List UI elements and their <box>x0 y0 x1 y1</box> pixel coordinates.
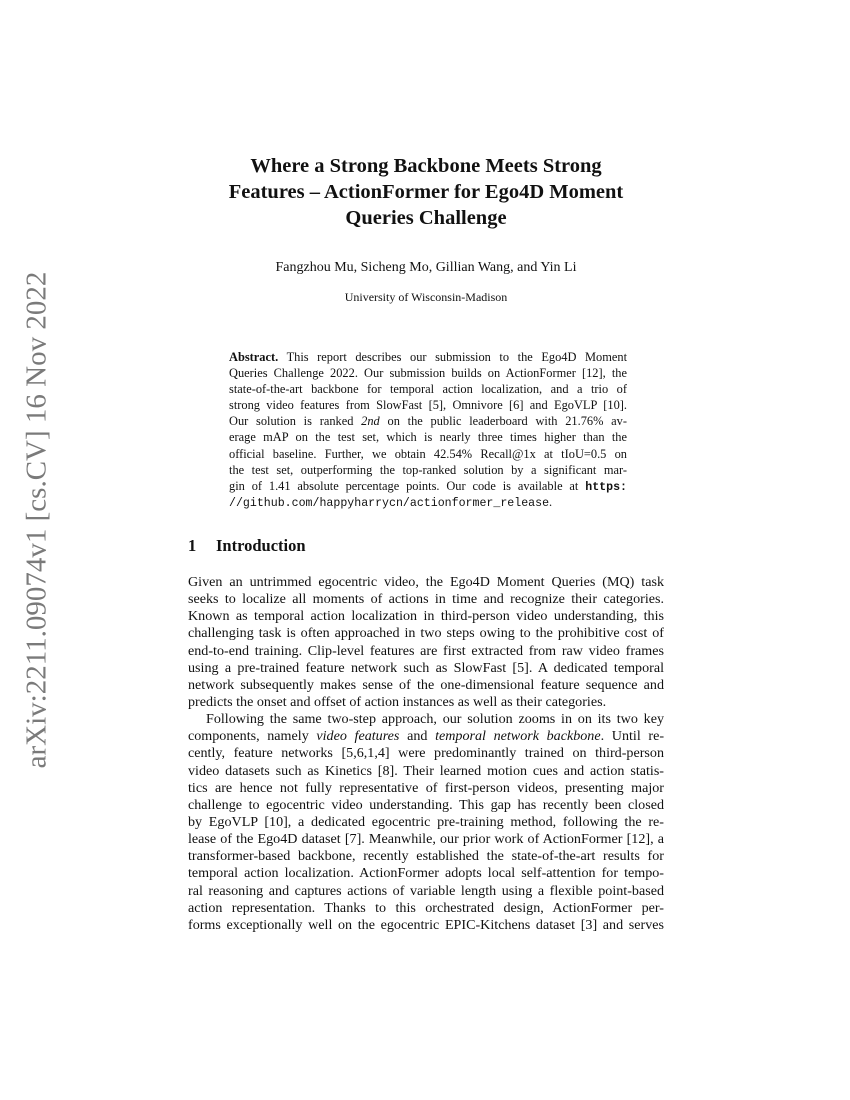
abstract-label: Abstract. <box>229 350 279 364</box>
paragraph-line: tics are hence not fully representative of first-person videos, presenting major <box>188 779 664 796</box>
paragraph-line: Following the same two-step approach, our solution zooms in on its two key <box>206 711 664 728</box>
paragraph-line: using a pre-trained feature network such as SlowFast [5]. A dedicated temporal <box>188 659 664 676</box>
emphasis-temporal-backbone: temporal network backbone <box>435 728 601 745</box>
paragraph-text: and <box>407 728 428 745</box>
abstract-text: on the public leaderboard with 21.76% av- <box>387 414 627 429</box>
rank-emphasis: 2nd <box>361 414 380 429</box>
paragraph-line: cently, feature networks [5,6,1,4] were predominantly trained on third-person <box>188 745 664 762</box>
abstract-line: state-of-the-art backbone for temporal action localization, and a trio of <box>229 382 627 397</box>
abstract-text: . <box>549 494 553 509</box>
paragraph-text: components, namely <box>188 728 309 745</box>
section-number: 1 <box>188 536 197 555</box>
paragraph-line: forms exceptionally well on the egocentric EPIC-Kitchens dataset [3] and serves <box>188 916 664 933</box>
paragraph-line: Given an untrimmed egocentric video, the Ego4D Moment Queries (MQ) task <box>188 574 664 590</box>
paragraph-line: ral reasoning and captures actions of variable length using a flexible point-based <box>188 882 664 899</box>
paragraph-line: by EgoVLP [10], a dedicated egocentric pre-training method, following the re- <box>188 813 664 830</box>
emphasis-video-features: video features <box>316 728 400 745</box>
abstract-text: gin of 1.41 absolute percentage points. Our code is available at <box>229 478 579 493</box>
paragraph-line <box>188 728 664 745</box>
abstract-line <box>229 349 627 365</box>
paragraph-line: predicts the onset and offset of action instances as well as their categories. <box>188 693 607 710</box>
abstract-line: official baseline. Further, we obtain 42.54% Recall@1x at tIoU=0.5 on <box>229 446 627 461</box>
abstract-line <box>229 478 627 494</box>
author-list: Fangzhou Mu, Sicheng Mo, Gillian Wang, and Yin Li <box>275 260 577 275</box>
paragraph-line: temporal action localization. ActionFormer adopts local self-attention for tempo- <box>188 865 664 882</box>
paragraph-line: network subsequently makes sense of the one-dimensional feature sequence and <box>188 676 664 693</box>
arxiv-stamp <box>14 271 60 769</box>
abstract-line: Queries Challenge 2022. Our submission builds on ActionFormer [12], the <box>229 366 627 381</box>
body-text <box>188 574 664 934</box>
code-link-start[interactable]: https: <box>585 480 627 494</box>
paragraph-line: action representation. Thanks to this orchestrated design, ActionFormer per- <box>188 899 664 916</box>
section-heading <box>188 536 306 556</box>
paragraph-line: challenge to egocentric video understanding. This gap has recently been closed <box>188 796 664 813</box>
abstract <box>229 349 627 510</box>
arxiv-identifier: arXiv:2211.09074v1 [cs.CV] 16 Nov 2022 <box>20 271 53 769</box>
affiliation: University of Wisconsin-Madison <box>344 290 508 304</box>
title-line-2: Features – ActionFormer for Ego4D Moment <box>228 181 624 203</box>
paragraph-text: . Until re- <box>600 728 665 745</box>
abstract-text: Our solution is ranked <box>229 414 354 429</box>
abstract-line: erage mAP on the test set, which is nearly three times higher than the <box>229 430 627 445</box>
abstract-line <box>229 413 627 429</box>
paragraph-line: video datasets such as Kinetics [8]. Their learned motion cues and action statis- <box>188 762 664 779</box>
abstract-line <box>229 494 627 510</box>
paragraph-line: transformer-based backbone, recently established the state-of-the-art results for <box>188 848 664 865</box>
title-line-3: Queries Challenge <box>345 207 507 229</box>
paragraph-line: seeks to localize all moments of actions in time and recognize their categories. <box>188 591 664 608</box>
paragraph-line: Known as temporal action localization in third-person video understanding, this <box>188 608 664 625</box>
title-line-1: Where a Strong Backbone Meets Strong <box>250 155 602 177</box>
code-link[interactable]: //github.com/happyharrycn/actionformer_release <box>229 496 550 510</box>
abstract-line: the test set, outperforming the top-ranked solution by a significant mar- <box>229 462 627 477</box>
paragraph-line: lease of the Ego4D dataset [7]. Meanwhile, our prior work of ActionFormer [12], a <box>188 831 664 848</box>
paper-title <box>188 153 664 231</box>
section-title: Introduction <box>216 536 306 555</box>
paragraph-line: challenging task is often approached in two steps owing to the prohibitive cost of <box>188 625 664 642</box>
paragraph-line: end-to-end training. Clip-level features are first extracted from raw video frames <box>188 642 664 659</box>
abstract-text: This report describes our submission to the Ego4D Moment <box>286 350 628 364</box>
abstract-line: strong video features from SlowFast [5], Omnivore [6] and EgoVLP [10]. <box>229 398 627 413</box>
